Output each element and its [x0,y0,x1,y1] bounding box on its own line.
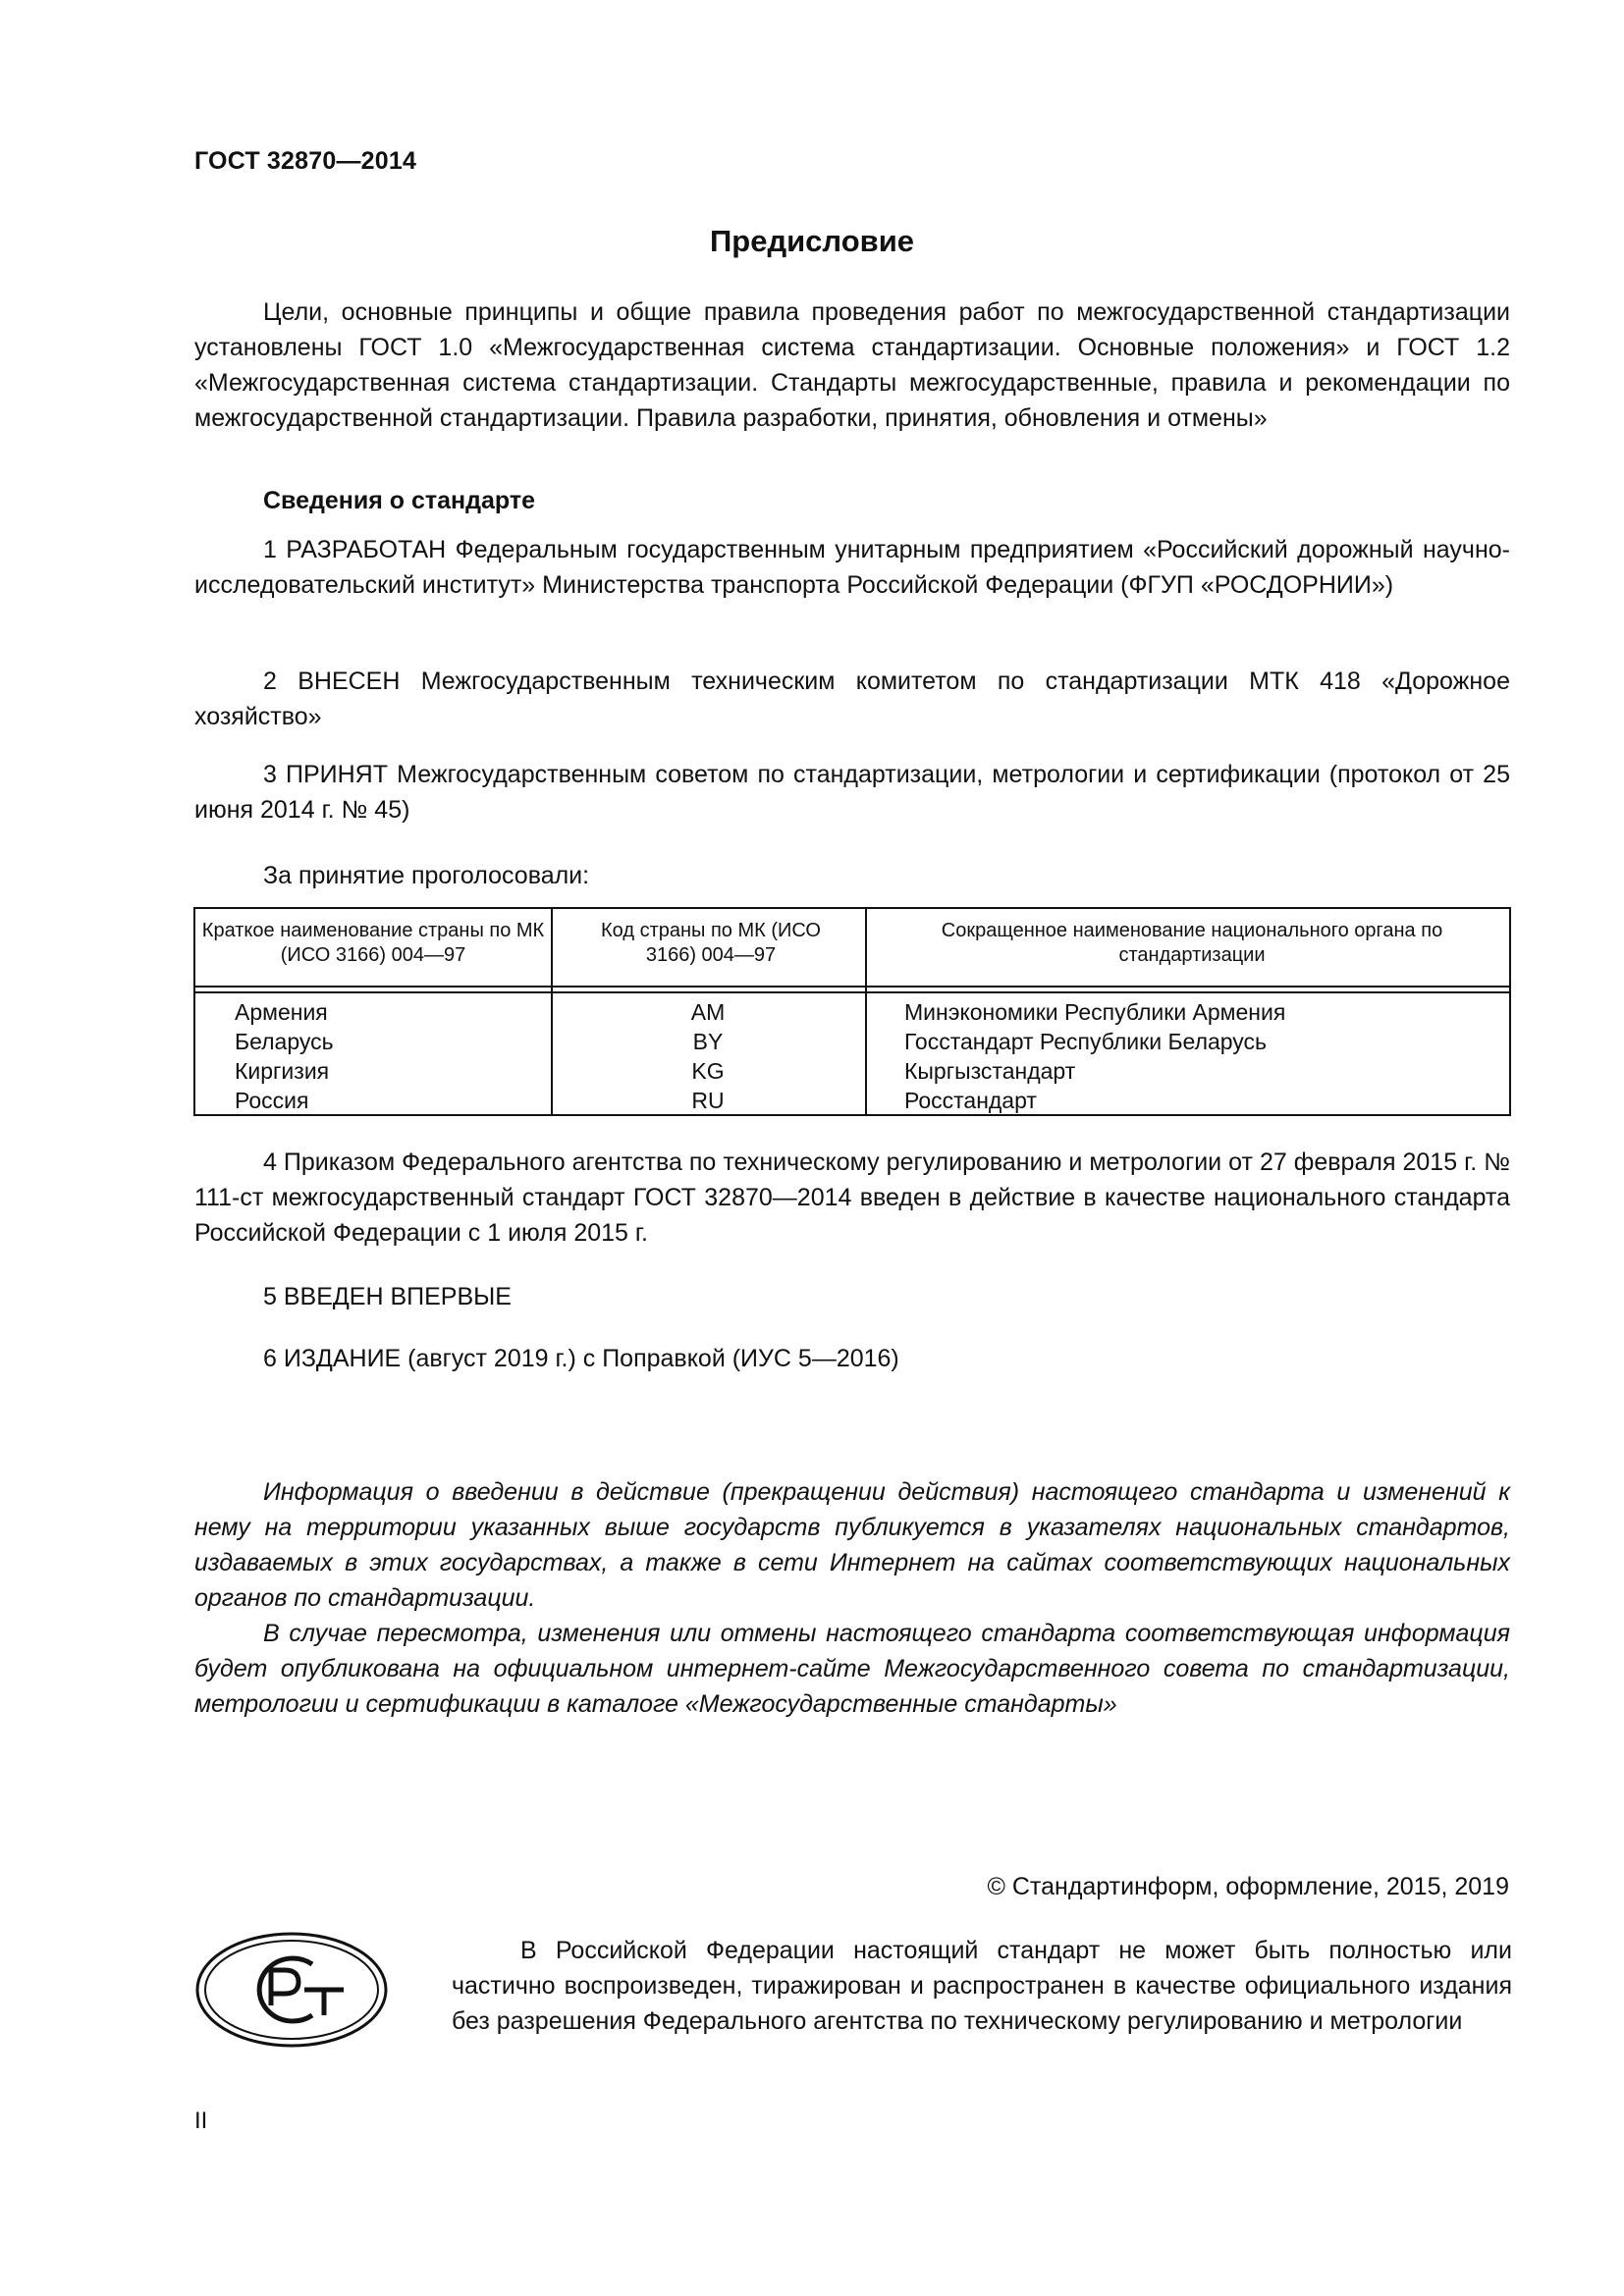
table-cell-country: Киргизия [235,1058,330,1084]
info-heading: Сведения о стандарте [263,487,536,514]
table-cell-country: Беларусь [235,1029,334,1054]
item-4-order: 4 Приказом Федерального агентства по техническому регулированию и метрологии от 27 февраля 2015 г. № 111-ст межгосударственный стандарт ГОСТ 32870—2014 введен в действие в качестве национального стандарта Российской Федерации с 1 июля 2015 г. [194,1148,1510,1247]
table-cell-code: AM [690,999,726,1025]
item-1-developed: 1 РАЗРАБОТАН Федеральным государственным унитарным предприятием «Российский дорожный научно-исследовательский институт» Министерства транспорта Российской Федерации (ФГУП «РОСДОРНИИ») [194,536,1510,599]
table-header-country-name: Краткое наименование страны по МК (ИСО 3166) 004—97 [201,920,545,966]
table-column-divider [865,909,867,1114]
table-header-divider [195,986,1509,988]
table-header-country-code: Код страны по МК (ИСО 3166) 004—97 [601,920,821,966]
item-2-submitted: 2 ВНЕСЕН Межгосударственным техническим комитетом по стандартизации МТК 418 «Дорожное хозяйство» [194,667,1510,730]
table-cell-body: Кыргызстандарт [904,1058,1076,1084]
vote-label: За принятие проголосовали: [263,862,590,889]
table-cell-body: Росстандарт [904,1088,1037,1113]
page-number: II [194,2108,208,2134]
table-header-national-body: Сокращенное наименование национального органа по стандартизации [941,920,1443,966]
item-6-edition: 6 ИЗДАНИЕ (август 2019 г.) с Поправкой (ИУС 5—2016) [263,1345,899,1372]
table-cell-body: Госстандарт Республики Беларусь [904,1029,1268,1054]
notice-paragraph-2: В случае пересмотра, изменения или отмены настоящего стандарта соответствующая информация будет опубликована на официальном интернет-сайте Межгосударственного совета по стандартизации, метрологии и сертификации в каталоге «Межгосударственные стандарты» [194,1620,1510,1718]
item-3-adopted: 3 ПРИНЯТ Межгосударственным советом по стандартизации, метрологии и сертификации (протокол от 25 июня 2014 г. № 45) [194,761,1510,824]
voting-countries-table [193,907,1511,1116]
legal-notice: В Российской Федерации настоящий стандарт не может быть полностью или частично воспроизведен, тиражирован и распространен в качестве официального издания без разрешения Федерального агентства по техническому регулированию и метрологии [452,1937,1512,2035]
table-cell-code: RU [691,1088,725,1113]
page-title: Предисловие [709,224,914,258]
table-cell-code: BY [692,1029,724,1054]
item-5-first-introduced: 5 ВВЕДЕН ВПЕРВЫЕ [263,1283,512,1310]
table-header-divider [195,991,1509,993]
copyright-line: © Стандартинформ, оформление, 2015, 2019 [987,1873,1509,1900]
table-cell-country: Россия [235,1088,309,1113]
table-cell-body: Минэкономики Республики Армения [904,999,1286,1025]
table-cell-code: KG [691,1058,725,1084]
intro-paragraph: Цели, основные принципы и общие правила проведения работ по межгосударственной стандартизации установлены ГОСТ 1.0 «Межгосударственная система стандартизации. Основные положения» и ГОСТ 1.2 «Межгосударственная система стандартизации. Стандарты межгосударственные, правила и рекомендации по межгосударственной стандартизации. Правила разработки, принятия, обновления и отмены» [194,298,1510,432]
table-cell-country: Армения [235,999,328,1025]
document-code-header: ГОСТ 32870—2014 [194,147,417,175]
rst-certification-logo [194,1931,389,2049]
notice-paragraph-1: Информация о введении в действие (прекращении действия) настоящего стандарта и изменений к нему на территории указанных выше государств публикуется в указателях национальных стандартов, издаваемых в этих государствах, а также в сети Интернет на сайтах соответствующих национальных органов по стандартизации. [194,1478,1510,1612]
